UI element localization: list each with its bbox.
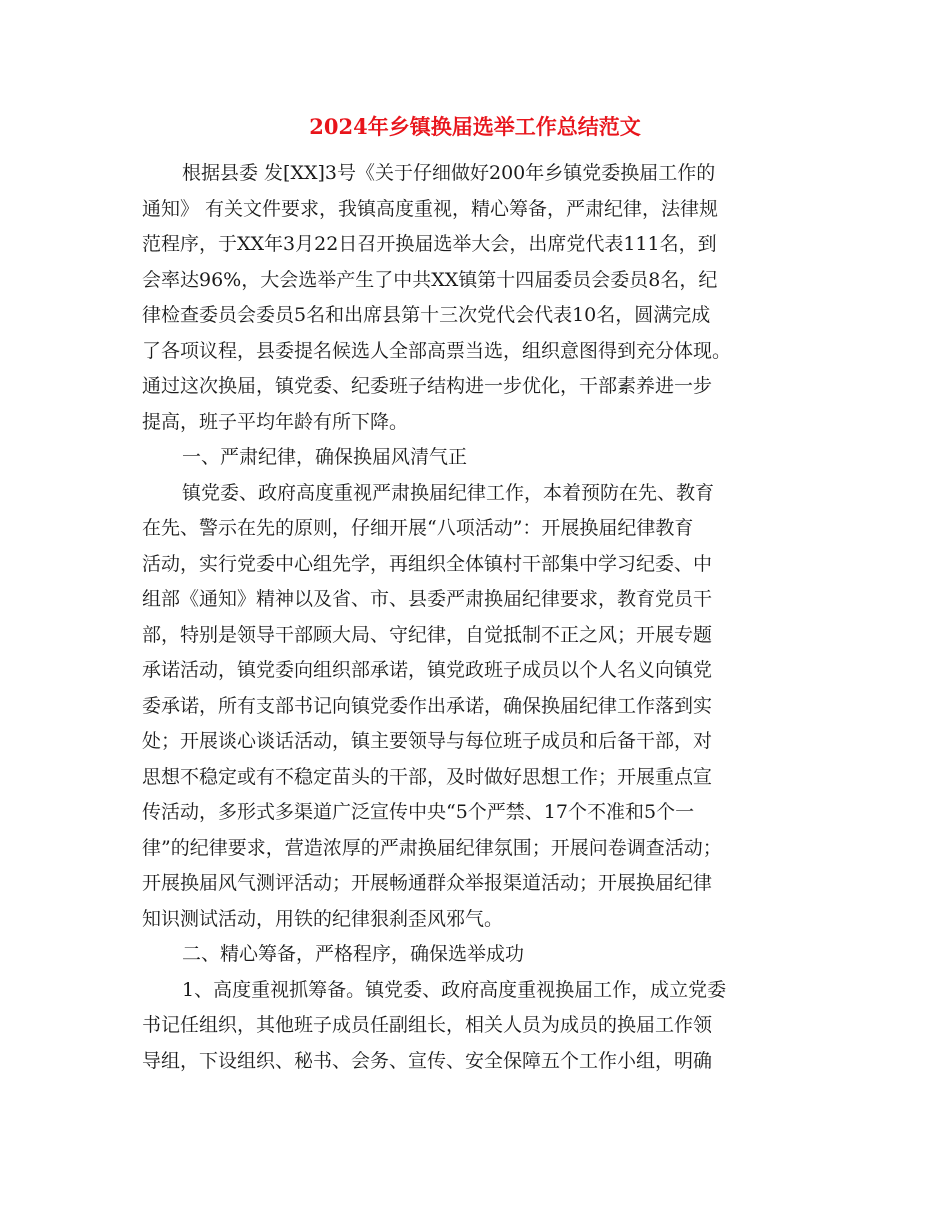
- section-heading: 二、精心筹备，严格程序，确保选举成功: [182, 943, 525, 965]
- paragraph-line: 部，特别是领导干部顾大局、守纪律，自觉抵制不正之风；开展专题: [142, 623, 713, 646]
- paragraph-line: 律”的纪律要求，营造浓厚的严肃换届纪律氛围；开展问卷调查活动；: [142, 836, 722, 859]
- paragraph-line: 通过这次换届，镇党委、纪委班子结构进一步优化，干部素养进一步: [142, 375, 713, 397]
- paragraph-line: 处；开展谈心谈话活动，镇主要领导与每位班子成员和后备干部，对: [142, 730, 713, 752]
- paragraph-line: 提高，班子平均年龄有所下降。: [142, 410, 409, 433]
- section-heading: 一、严肃纪律，确保换届风清气正: [182, 446, 468, 468]
- paragraph-line: 镇党委、政府高度重视严肃换届纪律工作，本着预防在先、教育: [182, 481, 715, 504]
- paragraph-line: 1、高度重视抓筹备。镇党委、政府高度重视换届工作，成立党委: [182, 978, 727, 1001]
- paragraph-line: 知识测试活动，用铁的纪律狠刹歪风邪气。: [142, 907, 504, 930]
- paragraph-line: 通知》 有关文件要求，我镇高度重视，精心筹备，严肃纪律，法律规: [142, 197, 719, 220]
- paragraph-line: 委承诺，所有支部书记向镇党委作出承诺，确保换届纪律工作落到实: [142, 694, 713, 717]
- paragraph-line: 思想不稳定或有不稳定苗头的干部，及时做好思想工作；开展重点宣: [142, 765, 713, 788]
- paragraph-line: 范程序，于XX年3月22日召开换届选举大会，出席党代表111名，到: [142, 233, 717, 255]
- paragraph-line: 活动，实行党委中心组先学，再组织全体镇村干部集中学习纪委、中: [142, 552, 713, 575]
- paragraph-line: 组部《通知》精神以及省、市、县委严肃换届纪律要求，教育党员干: [142, 588, 713, 610]
- paragraph-line: 律检查委员会委员5名和出席县第十三次党代会代表10名，圆满完成: [142, 304, 711, 326]
- paragraph-line: 根据县委 发[XX]3号《关于仔细做好200年乡镇党委换届工作的: [182, 162, 716, 184]
- paragraph-line: 在先、警示在先的原则，仔细开展“八项活动”：开展换届纪律教育: [142, 517, 694, 539]
- paragraph-line: 承诺活动，镇党委向组织部承诺，镇党政班子成员以个人名义向镇党: [142, 659, 713, 681]
- document-title: 2024年乡镇换届选举工作总结范文: [309, 114, 641, 139]
- paragraph-line: 传活动，多形式多渠道广泛宣传中央“5个严禁、17个不准和5个一: [142, 801, 695, 823]
- paragraph-line: 会率达96%，大会选举产生了中共XX镇第十四届委员会委员8名，纪: [142, 268, 718, 291]
- paragraph-line: 书记任组织，其他班子成员任副组长，相关人员为成员的换届工作领: [142, 1014, 713, 1036]
- paragraph-line: 开展换届风气测评活动；开展畅通群众举报渠道活动；开展换届纪律: [142, 872, 713, 894]
- paragraph-line: 了各项议程，县委提名候选人全部高票当选，组织意图得到充分体现。: [142, 339, 732, 362]
- paragraph-line: 导组，下设组织、秘书、会务、宣传、安全保障五个工作小组，明确: [142, 1049, 713, 1072]
- document-body: [142, 156, 809, 1079]
